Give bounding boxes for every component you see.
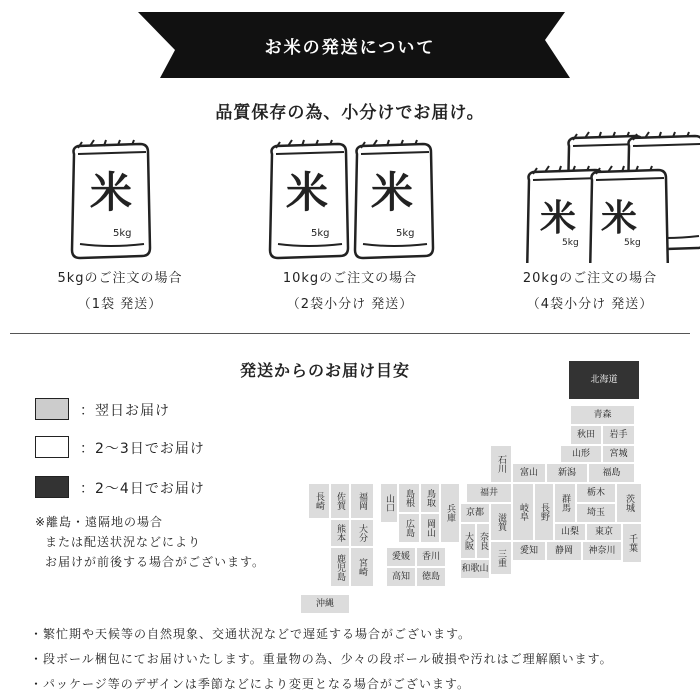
pref-yamagata: 山形 [560, 445, 602, 463]
pref-ibaraki: 茨城 [616, 483, 642, 523]
note-line: または配送状況などにより [45, 535, 202, 549]
bag-weight: 5kg [624, 238, 641, 248]
bag-glyph: 米 [90, 168, 133, 217]
pref-osaka: 大阪 [460, 523, 476, 559]
pref-niigata: 新潟 [546, 463, 588, 483]
bag-glyph: 米 [540, 198, 577, 239]
bag-weight: 5kg [113, 228, 132, 239]
order-20kg [490, 266, 690, 318]
pref-kanagawa: 神奈川 [582, 541, 622, 561]
legend-swatch-2-3days [35, 436, 69, 458]
order-line2: （1袋 発送） [77, 297, 163, 312]
pref-nagasaki: 長崎 [308, 483, 330, 519]
legend-label-2-4days: ：2～4日でお届け [80, 481, 205, 497]
bag-weight: 5kg [562, 238, 579, 248]
note-line: お届けが前後する場合がございます。 [45, 555, 266, 569]
pref-nara: 奈良 [476, 523, 490, 559]
pref-kumamoto: 熊本 [330, 519, 350, 547]
legend-swatch-2-4days [35, 476, 69, 498]
pref-shimane: 島根 [398, 483, 420, 513]
pref-tokyo: 東京 [586, 523, 622, 541]
order-line2: （2袋小分け 発送） [286, 297, 414, 312]
pref-wakayama: 和歌山 [460, 559, 490, 579]
pref-tokushima: 徳島 [416, 567, 446, 587]
legend-label-2-3days: ：2～3日でお届け [80, 441, 205, 457]
pref-ishikawa: 石川 [490, 445, 512, 483]
subtitle: 品質保存の為、小分けでお届け。 [215, 103, 485, 123]
order-line2: （4袋小分け 発送） [526, 297, 654, 312]
pref-saitama: 埼玉 [576, 503, 616, 523]
pref-akita: 秋田 [570, 425, 602, 445]
bag-glyph: 米 [371, 168, 414, 217]
pref-tochigi: 栃木 [576, 483, 616, 503]
pref-gifu: 岐阜 [512, 483, 534, 541]
pref-tottori: 鳥取 [420, 483, 440, 513]
legend-swatch-nextday [35, 398, 69, 420]
banner-title: お米の発送について [264, 37, 436, 58]
remote-note [35, 512, 265, 572]
pref-saga: 佐賀 [330, 483, 350, 519]
pref-mie: 三重 [490, 541, 512, 575]
pref-fukushima: 福島 [588, 463, 635, 483]
pref-yamanashi: 山梨 [554, 523, 586, 541]
bag-weight: 5kg [311, 228, 330, 239]
order-line1: 5kgのご注文の場合 [57, 271, 183, 286]
bag-glyph: 米 [601, 198, 638, 239]
order-10kg [250, 266, 450, 318]
pref-hiroshima: 広島 [398, 513, 420, 543]
pref-iwate: 岩手 [602, 425, 635, 445]
pref-gunma: 群馬 [554, 483, 576, 523]
delivery-title: 発送からのお届け目安 [240, 361, 411, 380]
pref-kagawa: 香川 [416, 547, 446, 567]
order-line1: 10kgのご注文の場合 [282, 271, 418, 286]
pref-hokkaido: 北海道 [568, 360, 640, 400]
pref-kochi: 高知 [386, 567, 416, 587]
pref-kagoshima: 鹿児島 [330, 547, 350, 587]
legend-label-nextday: ：翌日お届け [80, 403, 170, 419]
pref-chiba: 千葉 [622, 523, 642, 563]
pref-hyogo: 兵庫 [440, 483, 460, 543]
pref-fukui: 福井 [466, 483, 512, 503]
footnote: ・パッケージ等のデザインは季節などにより変更となる場合がございます。 [30, 677, 470, 691]
order-5kg [20, 266, 220, 318]
footnote: ・繁忙期や天候等の自然現象、交通状況などで遅延する場合がございます。 [30, 627, 472, 641]
bag-weight: 5kg [396, 228, 415, 239]
pref-toyama: 富山 [512, 463, 546, 483]
pref-shizuoka: 静岡 [546, 541, 582, 561]
order-line1: 20kgのご注文の場合 [522, 271, 658, 286]
pref-miyagi: 宮城 [602, 445, 635, 463]
pref-yamaguchi: 山口 [380, 483, 398, 523]
pref-aichi: 愛知 [512, 541, 546, 561]
pref-okayama: 岡山 [420, 513, 440, 543]
note-line: ※離島・遠隔地の場合 [35, 515, 164, 529]
pref-ehime: 愛媛 [386, 547, 416, 567]
divider [10, 333, 690, 334]
bag-glyph: 米 [286, 168, 329, 217]
pref-fukuoka: 福岡 [350, 483, 374, 519]
pref-aomori: 青森 [570, 405, 635, 425]
pref-okinawa: 沖縄 [300, 594, 350, 614]
pref-miyazaki: 宮崎 [350, 547, 374, 587]
pref-kyoto: 京都 [460, 503, 490, 523]
footnote: ・段ボール梱包にてお届けいたします。重量物の為、少々の段ボール破損や汚れはご理解願います。 [30, 652, 613, 666]
pref-nagano: 長野 [534, 483, 554, 541]
pref-oita: 大分 [350, 519, 374, 547]
pref-shiga: 滋賀 [490, 503, 512, 541]
